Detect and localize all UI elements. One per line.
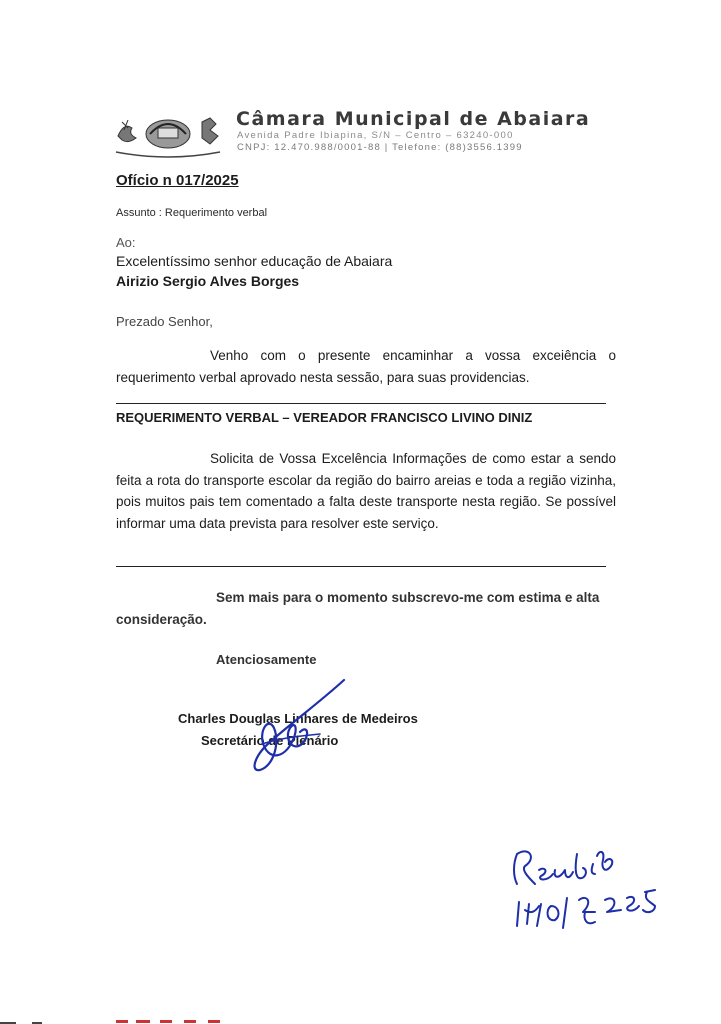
subject-line: Assunto : Requerimento verbal bbox=[116, 207, 268, 219]
request-paragraph bbox=[116, 448, 616, 534]
page-edge-marks bbox=[0, 1010, 721, 1024]
divider-top bbox=[116, 403, 606, 404]
recipient-title: Excelentíssimo senhor educação de Abaiara bbox=[116, 253, 393, 269]
intro-text: Venho com o presente encaminhar a vossa exceiência o requerimento verbal aprovado nesta sessão, para suas providencias. bbox=[116, 348, 616, 385]
document-number: Ofício n 017/2025 bbox=[116, 172, 239, 189]
handwritten-signature-icon bbox=[240, 672, 360, 782]
closing-text: Sem mais para o momento subscrevo-me com estima e alta consideração. bbox=[116, 590, 600, 627]
institution-address: Avenida Padre Ibiapina, S/N – Centro – 63240-000 bbox=[237, 130, 514, 141]
to-label: Ao: bbox=[116, 235, 136, 250]
recipient-name: Airizio Sergio Alves Borges bbox=[116, 273, 300, 289]
signer-role: Secretário de Plenário bbox=[201, 733, 339, 748]
request-title: REQUERIMENTO VERBAL – VEREADOR FRANCISCO LIVINO DINIZ bbox=[116, 410, 533, 425]
intro-paragraph bbox=[116, 345, 616, 388]
closing-paragraph bbox=[116, 587, 616, 631]
signer-name: Charles Douglas Linhares de Medeiros bbox=[178, 711, 418, 726]
institution-contact: CNPJ: 12.470.988/0001-88 | Telefone: (88)3556.1399 bbox=[237, 142, 523, 153]
request-text: Solicita de Vossa Excelência Informações de como estar a sendo feita a rota do transporte escolar da região do bairro areias e toda a região vizinha, pois muitos pais tem comentado a falta deste transporte nesta região. Se possível informar uma data prevista para resolver este serviço. bbox=[116, 451, 616, 531]
divider-bottom bbox=[116, 566, 606, 567]
chamber-logo-icon bbox=[112, 112, 224, 160]
salutation: Prezado Senhor, bbox=[116, 314, 213, 329]
institution-name: Câmara Municipal de Abaiara bbox=[236, 108, 591, 130]
regards: Atenciosamente bbox=[216, 652, 317, 667]
received-stamp-handwritten-icon bbox=[495, 840, 675, 935]
